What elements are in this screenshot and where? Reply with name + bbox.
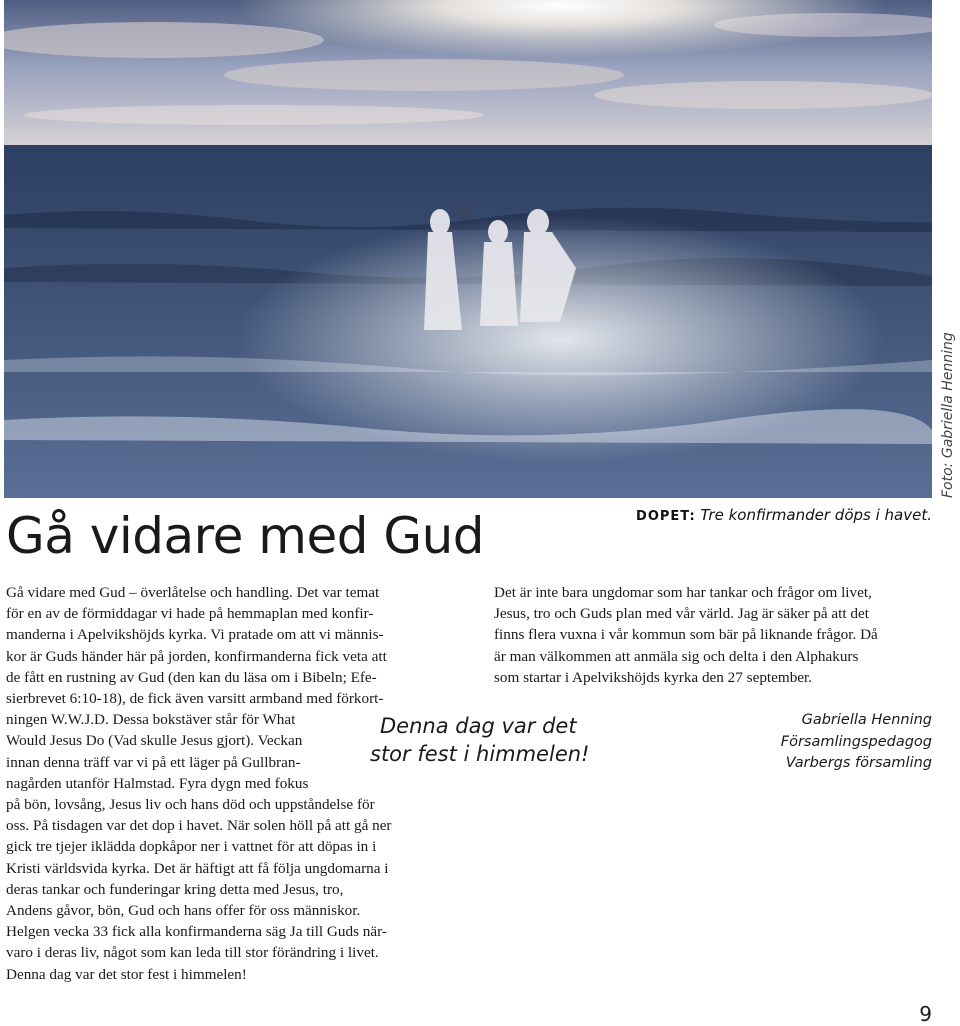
body-line: Andens gåvor, bön, Gud och hans offer för oss människor. <box>6 902 361 920</box>
article-body-left <box>6 582 446 985</box>
body-line: är man välkommen att anmäla sig och delta i den Alphakurs <box>494 647 859 665</box>
body-line: Would Jesus Do (Vad skulle Jesus gjort). Veckan <box>6 732 303 750</box>
pull-quote-line-2: stor fest i himmelen! <box>370 742 590 766</box>
author-role: Församlingspedagog <box>780 733 932 750</box>
author-parish: Varbergs församling <box>785 755 932 771</box>
body-line: Helgen vecka 33 fick alla konfirmanderna säg Ja till Guds när- <box>6 923 387 941</box>
caption-text: Tre konfirmander döps i havet. <box>700 506 932 524</box>
body-line: Denna dag var det stor fest i himmelen! <box>6 965 247 983</box>
body-line: finns flera vuxna i vår kommun som bär på liknande frågor. Då <box>494 626 878 644</box>
caption-label: DOPET: <box>636 509 696 524</box>
body-line: Gå vidare med Gud – överlåtelse och handling. Det var temat <box>6 584 380 601</box>
body-line: Det är inte bara ungdomar som har tankar och frågor om livet, <box>494 584 872 601</box>
sea-baptism-image <box>4 0 932 498</box>
body-line: deras tankar och funderingar kring detta med Jesus, tro, <box>6 880 344 898</box>
photo-caption <box>636 506 932 524</box>
body-line: manderna i Apelvikshöjds kyrka. Vi pratade om att vi männis- <box>6 626 384 644</box>
pull-quote-line-1: Denna dag var det <box>380 714 577 738</box>
body-line: ningen W.W.J.D. Dessa bokstäver står för What <box>6 711 296 729</box>
photo-credit: Foto: Gabriella Henning <box>940 332 956 498</box>
article-title: Gå vidare med Gud <box>6 507 485 565</box>
body-line: Kristi världsvida kyrka. Det är häftigt att få följa ungdomarna i <box>6 859 389 877</box>
body-line: för en av de förmiddagar vi hade på hemmaplan med konfir- <box>6 605 374 623</box>
body-line: kor är Guds händer här på jorden, konfirmanderna fick veta att <box>6 647 387 665</box>
body-line: som startar i Apelvikshöjds kyrka den 27 september. <box>494 668 813 686</box>
body-line: innan denna träff var vi på ett läger på Gullbran- <box>6 753 301 771</box>
body-line: gick tre tjejer iklädda dopkåpor ner i vattnet för att döpas in i <box>6 838 377 856</box>
body-line: nagården utanför Halmstad. Fyra dygn med fokus <box>6 774 309 792</box>
body-line: varo i deras liv, något som kan leda till stor förändring i livet. <box>6 944 379 962</box>
pull-quote <box>370 712 589 768</box>
author-signature <box>781 710 932 775</box>
body-line: på bön, lovsång, Jesus liv och hans död och uppståndelse för <box>6 796 375 814</box>
body-line: Jesus, tro och Guds plan med vår värld. Jag är säker på att det <box>494 605 869 623</box>
article-body-right <box>494 582 934 688</box>
body-line: sierbrevet 6:10-18), de fick även varsitt armband med förkort- <box>6 690 384 708</box>
body-line: de fått en rustning av Gud (den kan du läsa om i Bibeln; Efe- <box>6 668 377 686</box>
page-number: 9 <box>919 1002 932 1026</box>
author-name: Gabriella Henning <box>801 712 932 728</box>
body-line: oss. På tisdagen var det dop i havet. När solen höll på att gå ner <box>6 817 392 835</box>
baptism-photo <box>4 0 932 498</box>
